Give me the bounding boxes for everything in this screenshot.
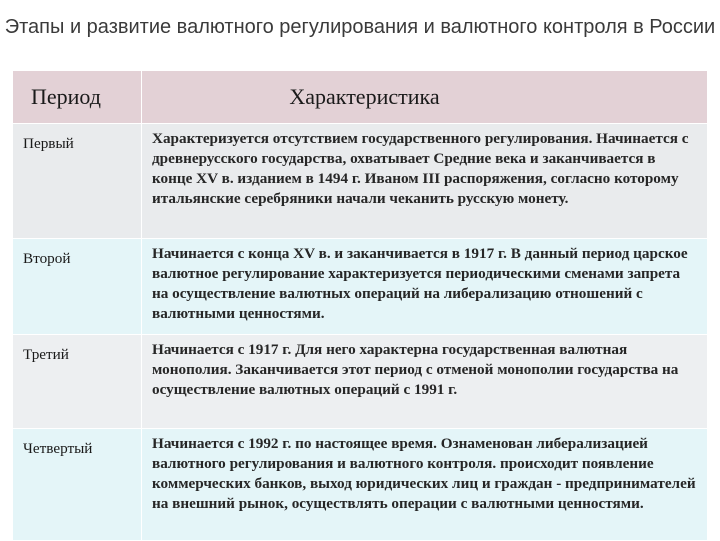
table-row [13, 335, 708, 429]
table-header-row [13, 71, 708, 124]
period-cell: Четвертый [13, 429, 142, 541]
table-row [13, 124, 708, 239]
characteristic-cell: Характеризуется отсутствием государственного регулирования. Начинается с древнерусского государства, охватывает Средние века и заканчивается в конце XV в. изданием в 1494 г. Иваном III распоряжения, согласно которому итальянские серебряники начали чеканить русскую монету. [142, 124, 708, 239]
period-cell: Третий [13, 335, 142, 429]
table-row [13, 429, 708, 541]
header-period: Период [13, 71, 142, 124]
slide-title: Этапы и развитие валютного регулирования и валютного контроля в России [4, 16, 716, 38]
table-row [13, 239, 708, 335]
header-characteristic: Характеристика [142, 71, 708, 124]
period-cell: Второй [13, 239, 142, 335]
periods-table [12, 70, 708, 541]
characteristic-cell: Начинается с 1917 г. Для него характерна государственная валютная монополия. Заканчивается этот период с отменой монополии государства на осуществление валютных операций с 1991 г. [142, 335, 708, 429]
characteristic-cell: Начинается с конца XV в. и заканчивается в 1917 г. В данный период царское валютное регулирование характеризуется периодическими сменами запрета на осуществление валютных операций на либерализацию отношений с валютными ценностями. [142, 239, 708, 335]
characteristic-cell: Начинается с 1992 г. по настоящее время. Ознаменован либерализацией валютного регулирования и валютного контроля. происходит появление коммерческих банков, выход юридических лиц и граждан - предпринимателей на внешний рынок, осуществлять операции с валютными ценностями. [142, 429, 708, 541]
period-cell: Первый [13, 124, 142, 239]
